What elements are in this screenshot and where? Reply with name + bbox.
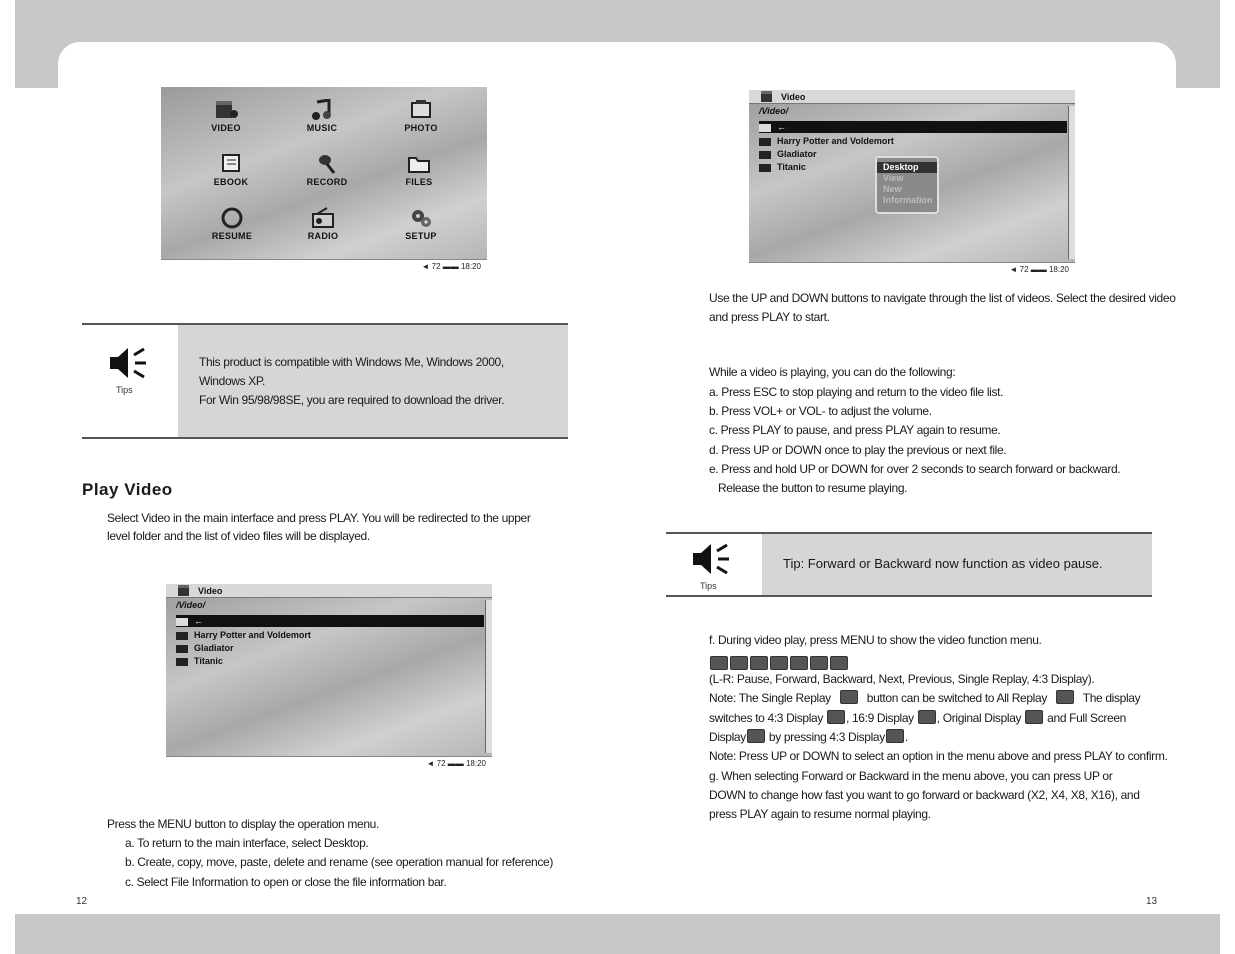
- tips-label: Tips: [700, 581, 717, 591]
- note-line-1: Note: The Single Replay button can be switched to All Replay The display: [709, 691, 1141, 705]
- menu-line: b. Create, copy, move, paste, delete and rename (see operation manual for reference): [125, 855, 553, 869]
- menu-item-files: FILES: [384, 153, 454, 187]
- single-replay-icon: [810, 656, 828, 670]
- folder-path: /Video/: [759, 106, 789, 116]
- resume-icon: [219, 207, 245, 229]
- selection-bar: [176, 615, 484, 627]
- list-item: Titanic: [759, 161, 806, 173]
- list-item: Harry Potter and Voldemort: [176, 629, 311, 641]
- display-4-3-icon: [827, 710, 845, 724]
- popup-item-information: Information: [883, 195, 933, 205]
- function-line: f. During video play, press MENU to show the video function menu.: [709, 633, 1042, 647]
- photo-icon: [408, 99, 434, 121]
- pause-icon: [710, 656, 728, 670]
- section-heading: Play Video: [82, 480, 173, 499]
- note-line-4: Note: Press UP or DOWN to select an option in the menu above and press PLAY to confirm.: [709, 749, 1168, 763]
- backward-icon: [750, 656, 768, 670]
- status-bar: ◄ 72 ▬▬ 18:20: [161, 259, 487, 273]
- nav-line: and press PLAY to start.: [709, 310, 830, 324]
- tip-icon-area: [82, 325, 178, 437]
- function-legend: (L-R: Pause, Forward, Backward, Next, Previous, Single Replay, 4:3 Display).: [709, 672, 1095, 686]
- folder-icon: [406, 153, 432, 175]
- tip-text-area: [762, 534, 1152, 595]
- function-button-strip: [709, 655, 849, 669]
- playing-line: d. Press UP or DOWN once to play the previous or next file.: [709, 443, 1007, 457]
- menu-item-video: VIDEO: [191, 99, 261, 133]
- g-line: DOWN to change how fast you want to go forward or backward (X2, X4, X8, X16), and: [709, 788, 1140, 802]
- video-menu-screenshot: [749, 90, 1075, 276]
- menu-item-ebook: EBOOK: [196, 153, 266, 187]
- video-icon: [178, 585, 192, 596]
- film-icon: [176, 632, 188, 640]
- selection-bar: [759, 121, 1067, 133]
- folder-path: /Video/: [176, 600, 206, 610]
- tip-line: For Win 95/98/98SE, you are required to download the driver.: [199, 393, 505, 407]
- popup-item-view: View: [883, 173, 904, 183]
- ebook-icon: [218, 153, 244, 175]
- tip-text: Tip: Forward or Backward now function as video pause.: [783, 556, 1103, 571]
- next-icon: [770, 656, 788, 670]
- list-item: Gladiator: [759, 148, 817, 160]
- playing-line: Release the button to resume playing.: [709, 481, 908, 495]
- menu-line: a. To return to the main interface, select Desktop.: [125, 836, 369, 850]
- speaker-icon: [691, 541, 731, 577]
- display-16-9-icon: [918, 710, 936, 724]
- back-row: ←: [759, 121, 786, 133]
- g-line: g. When selecting Forward or Backward in the menu above, you can press UP or: [709, 769, 1113, 783]
- menu-item-photo: PHOTO: [386, 99, 456, 133]
- video-icon: [213, 99, 239, 121]
- intro-line: Select Video in the main interface and press PLAY. You will be redirected to the upper: [107, 511, 531, 525]
- list-item: Harry Potter and Voldemort: [759, 135, 894, 147]
- operation-popup-menu: [875, 156, 939, 214]
- playing-line: While a video is playing, you can do the following:: [709, 365, 956, 379]
- menu-item-record: RECORD: [292, 153, 362, 187]
- tips-label: Tips: [116, 385, 133, 395]
- gear-icon: [408, 207, 434, 229]
- tip-line: Windows XP.: [199, 374, 265, 388]
- single-replay-icon: [840, 690, 858, 704]
- forward-icon: [730, 656, 748, 670]
- page-number-right: 13: [1146, 896, 1158, 907]
- intro-line: level folder and the list of video files will be displayed.: [107, 529, 370, 543]
- status-bar: ◄ 72 ▬▬ 18:20: [749, 262, 1075, 276]
- note-line-2: switches to 4:3 Display , 16:9 Display , Original Display and Full Screen: [709, 711, 1126, 725]
- note-line-3: Display by pressing 4:3 Display .: [709, 730, 908, 744]
- g-line: press PLAY again to resume normal playing.: [709, 807, 931, 821]
- display-original-icon: [1025, 710, 1043, 724]
- previous-icon: [790, 656, 808, 670]
- menu-line: c. Select File Information to open or close the file information bar.: [125, 875, 447, 889]
- tip-text-area: [178, 325, 568, 437]
- screen-title: Video: [198, 586, 223, 596]
- display-4-3-icon: [830, 656, 848, 670]
- page-number-left: 12: [76, 896, 88, 907]
- display-4-3-icon: [886, 729, 904, 743]
- tip-line: This product is compatible with Windows Me, Windows 2000,: [199, 355, 504, 369]
- all-replay-icon: [1056, 690, 1074, 704]
- tip-box-forward-backward: [666, 532, 1152, 597]
- playing-line: b. Press VOL+ or VOL- to adjust the volume.: [709, 404, 932, 418]
- menu-item-setup: SETUP: [386, 207, 456, 241]
- nav-line: Use the UP and DOWN buttons to navigate through the list of videos. Select the desired video: [709, 291, 1176, 305]
- music-icon: [309, 99, 335, 121]
- speaker-icon: [108, 345, 148, 381]
- menu-line: Press the MENU button to display the operation menu.: [107, 817, 379, 831]
- microphone-icon: [314, 153, 340, 175]
- tip-icon-area: [666, 534, 762, 595]
- list-item: Gladiator: [176, 642, 234, 654]
- scrollbar: [485, 600, 492, 753]
- radio-icon: [310, 207, 336, 229]
- up-folder-icon: [176, 618, 188, 626]
- menu-item-radio: RADIO: [288, 207, 358, 241]
- film-icon: [176, 645, 188, 653]
- film-icon: [176, 658, 188, 666]
- display-full-screen-icon: [747, 729, 765, 743]
- video-icon: [761, 91, 775, 102]
- playing-line: a. Press ESC to stop playing and return to the video file list.: [709, 385, 1004, 399]
- status-bar: ◄ 72 ▬▬ 18:20: [166, 756, 492, 770]
- popup-item-desktop: Desktop: [877, 162, 937, 173]
- menu-item-resume: RESUME: [197, 207, 267, 241]
- up-folder-icon: [759, 124, 771, 132]
- menu-item-music: MUSIC: [287, 99, 357, 133]
- popup-item-new: New: [883, 184, 902, 194]
- main-menu-screenshot: [161, 87, 487, 273]
- screen-title: Video: [781, 92, 806, 102]
- film-icon: [759, 164, 771, 172]
- film-icon: [759, 138, 771, 146]
- film-icon: [759, 151, 771, 159]
- playing-line: e. Press and hold UP or DOWN for over 2 seconds to search forward or backward.: [709, 462, 1121, 476]
- video-list-screenshot: [166, 584, 492, 770]
- scrollbar: [1068, 106, 1075, 259]
- back-row: ←: [176, 615, 203, 627]
- tip-box-compatibility: [82, 323, 568, 439]
- playing-line: c. Press PLAY to pause, and press PLAY again to resume.: [709, 423, 1001, 437]
- bottom-band: [15, 914, 1220, 954]
- list-item: Titanic: [176, 655, 223, 667]
